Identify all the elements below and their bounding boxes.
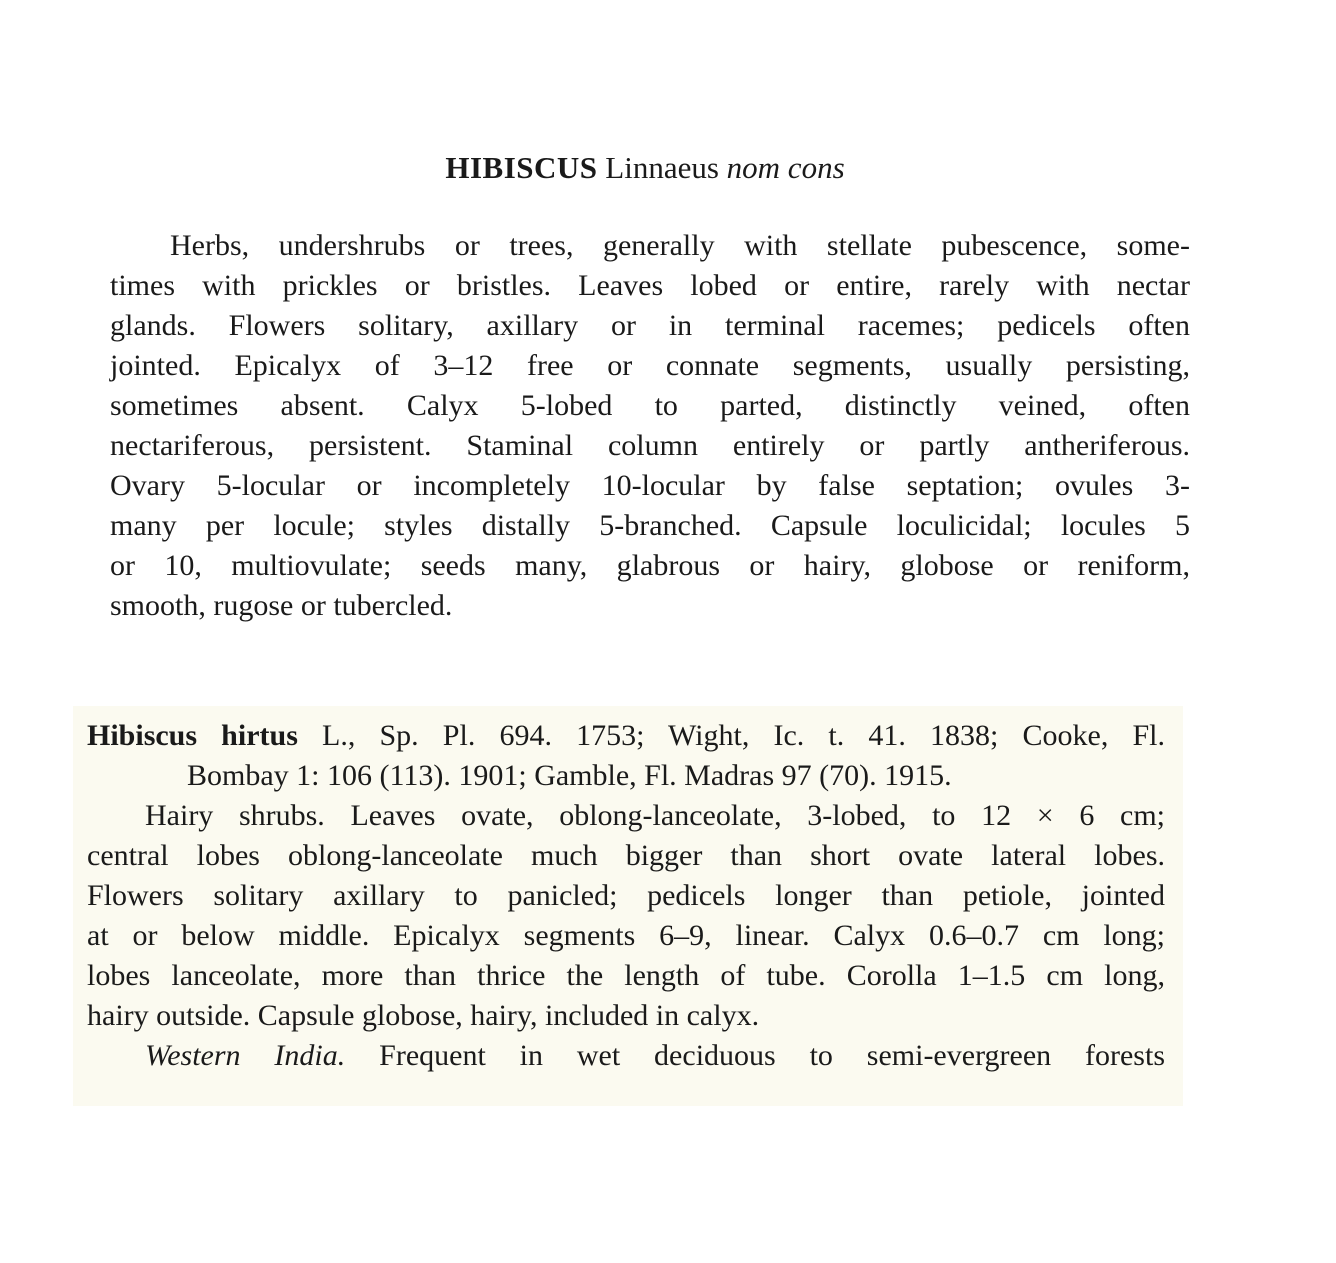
genus-heading xyxy=(0,150,1290,186)
species-citation-text: L., Sp. Pl. 694. 1753; Wight, Ic. t. 41. 1838; Cooke, Fl. xyxy=(322,719,1165,752)
genus-status: nom cons xyxy=(726,150,845,185)
distribution-region: Western India. xyxy=(145,1039,346,1072)
species-description-line: at or below middle. Epicalyx segments 6–9, linear. Calyx 0.6–0.7 cm long; xyxy=(87,919,1165,952)
species-description-line: lobes lanceolate, more than thrice the length of tube. Corolla 1–1.5 cm long, xyxy=(87,959,1165,992)
species-name: Hibiscus hirtus xyxy=(87,719,298,752)
genus-description-line: smooth, rugose or tubercled. xyxy=(110,589,453,622)
species-citation-line xyxy=(87,716,1165,756)
genus-description-line: sometimes absent. Calyx 5-lobed to parted, distinctly veined, often xyxy=(110,389,1190,422)
genus-description-line: many per locule; styles distally 5-branched. Capsule loculicidal; locules 5 xyxy=(110,509,1190,542)
species-description xyxy=(87,716,1165,1076)
species-distribution-line xyxy=(87,1036,1165,1076)
genus-description-line: jointed. Epicalyx of 3–12 free or connate segments, usually persisting, xyxy=(110,349,1190,382)
genus-description-line: or 10, multiovulate; seeds many, glabrous or hairy, globose or reniform, xyxy=(110,549,1190,582)
genus-description-line: glands. Flowers solitary, axillary or in terminal racemes; pedicels often xyxy=(110,309,1190,342)
species-description-line: Flowers solitary axillary to panicled; pedicels longer than petiole, jointed xyxy=(87,879,1165,912)
genus-description-line: times with prickles or bristles. Leaves lobed or entire, rarely with nectar xyxy=(110,269,1190,302)
species-description-line: central lobes oblong-lanceolate much bigger than short ovate lateral lobes. xyxy=(87,839,1165,872)
species-citation-continuation: Bombay 1: 106 (113). 1901; Gamble, Fl. Madras 97 (70). 1915. xyxy=(187,759,952,792)
distribution-text: Frequent in wet deciduous to semi-evergreen forests xyxy=(379,1039,1165,1072)
genus-name: HIBISCUS xyxy=(445,150,598,185)
genus-description-line: Ovary 5-locular or incompletely 10-locular by false septation; ovules 3- xyxy=(110,469,1190,502)
genus-description-line: nectariferous, persistent. Staminal column entirely or partly antheriferous. xyxy=(110,429,1190,462)
genus-description-line: Herbs, undershrubs or trees, generally with stellate pubescence, some- xyxy=(170,229,1190,262)
species-description-line: Hairy shrubs. Leaves ovate, oblong-lanceolate, 3-lobed, to 12 × 6 cm; xyxy=(145,799,1165,832)
genus-description xyxy=(110,226,1190,626)
species-description-line: hairy outside. Capsule globose, hairy, included in calyx. xyxy=(87,999,760,1032)
genus-author: Linnaeus xyxy=(605,150,719,185)
